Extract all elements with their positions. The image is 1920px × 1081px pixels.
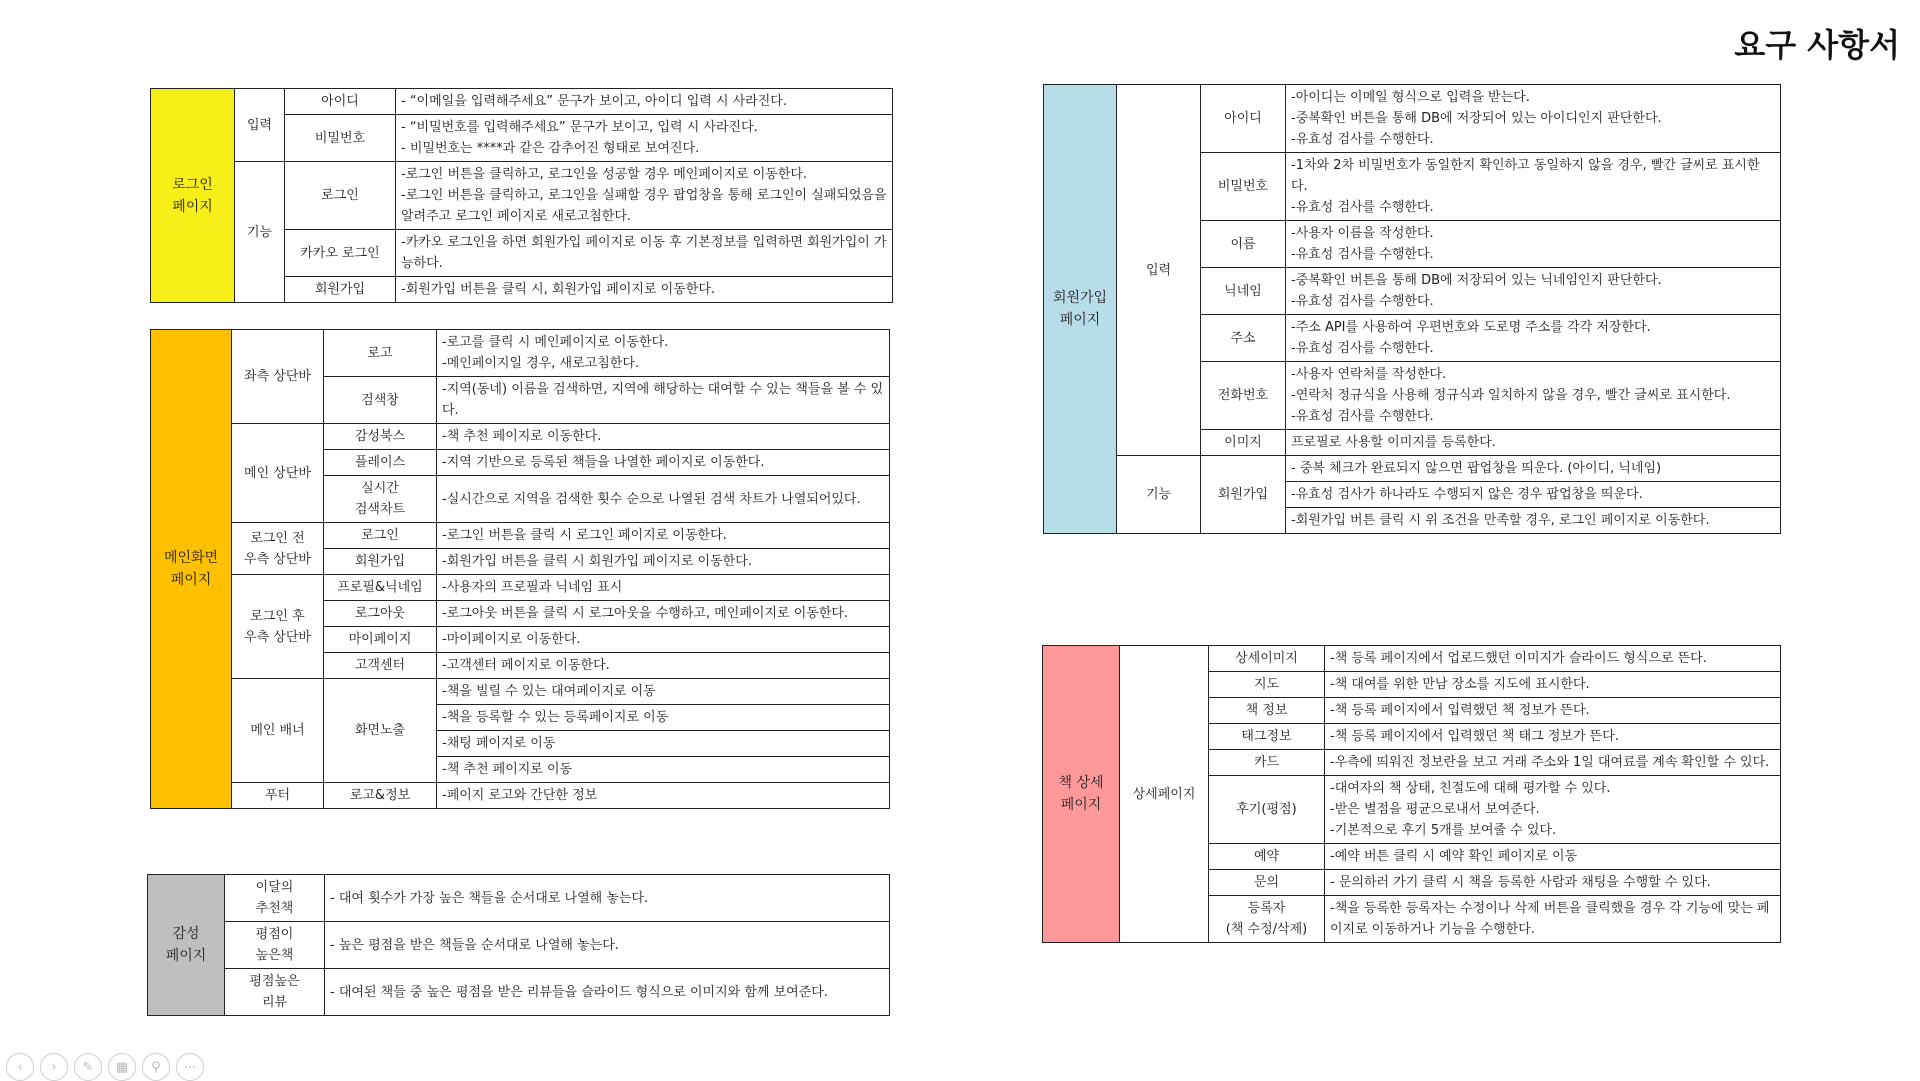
main-group-footer: 푸터 <box>232 783 324 809</box>
book-detail-page-table <box>1042 645 1781 943</box>
main-row-desc: -채팅 페이지로 이동 <box>437 731 890 757</box>
main-row-name: 플레이스 <box>324 450 437 476</box>
prev-slide-button[interactable] <box>6 1053 34 1081</box>
signup-row-desc: 프로필로 사용할 이미지를 등록한다. <box>1286 430 1781 456</box>
signup-row-desc: -유효성 검사가 하나라도 수행되지 않은 경우 팝업창을 띄운다. <box>1286 482 1781 508</box>
next-slide-button[interactable] <box>40 1053 68 1081</box>
login-row-name: 아이디 <box>285 89 396 115</box>
signup-function-group: 기능 <box>1117 456 1201 534</box>
main-row-name: 로고&정보 <box>324 783 437 809</box>
book-row-name: 등록자 (책 수정/삭제) <box>1209 896 1325 943</box>
main-row-desc: -고객센터 페이지로 이동한다. <box>437 653 890 679</box>
main-row-desc: -마이페이지로 이동한다. <box>437 627 890 653</box>
book-section-label: 책 상세 페이지 <box>1043 646 1120 943</box>
main-row-desc: -로그인 버튼을 클릭 시 로그인 페이지로 이동한다. <box>437 523 890 549</box>
login-row-name: 회원가입 <box>285 277 396 303</box>
main-row-name: 감성북스 <box>324 424 437 450</box>
main-group-left-top: 좌측 상단바 <box>232 330 324 424</box>
main-row-desc: -책 추천 페이지로 이동 <box>437 757 890 783</box>
book-row-name: 예약 <box>1209 844 1325 870</box>
main-row-desc: -책을 등록할 수 있는 등록페이지로 이동 <box>437 705 890 731</box>
more-icon: ⋯ <box>183 1059 197 1075</box>
main-section-label: 메인화면 페이지 <box>151 330 232 809</box>
signup-row-desc: -회원가입 버튼 클릭 시 위 조건을 만족할 경우, 로그인 페이지로 이동한다. <box>1286 508 1781 534</box>
signup-row-name: 비밀번호 <box>1201 153 1286 221</box>
book-row-name: 후기(평점) <box>1209 776 1325 844</box>
signup-row-name: 전화번호 <box>1201 362 1286 430</box>
main-row-name: 고객센터 <box>324 653 437 679</box>
all-slides-button[interactable] <box>108 1053 136 1081</box>
book-row-name: 지도 <box>1209 672 1325 698</box>
login-row-desc: - “이메일을 입력해주세요” 문구가 보이고, 아이디 입력 시 사라진다. <box>396 89 893 115</box>
signup-section-label: 회원가입 페이지 <box>1044 85 1117 534</box>
login-row-desc: -회원가입 버튼을 클릭 시, 회원가입 페이지로 이동한다. <box>396 277 893 303</box>
book-row-name: 상세이미지 <box>1209 646 1325 672</box>
main-row-name: 실시간 검색차트 <box>324 476 437 523</box>
main-row-desc: -사용자의 프로필과 닉네임 표시 <box>437 575 890 601</box>
book-row-desc: -책을 등록한 등록자는 수정이나 삭제 버튼을 클릭했을 경우 각 기능에 맞는 페이지로 이동하거나 기능을 수행한다. <box>1325 896 1781 943</box>
main-row-desc: -회원가입 버튼을 클릭 시 회원가입 페이지로 이동한다. <box>437 549 890 575</box>
login-row-desc: - “비밀번호를 입력해주세요” 문구가 보이고, 입력 시 사라진다. - 비밀번호는 ****과 같은 감추어진 형태로 보여진다. <box>396 115 893 162</box>
book-row-desc: -책 등록 페이지에서 입력했던 책 태그 정보가 뜬다. <box>1325 724 1781 750</box>
signup-row-desc: - 중복 체크가 완료되지 않으면 팝업창을 띄운다. (아이디, 닉네임) <box>1286 456 1781 482</box>
book-row-name: 문의 <box>1209 870 1325 896</box>
login-page-table <box>150 88 893 303</box>
login-row-desc: -카카오 로그인을 하면 회원가입 페이지로 이동 후 기본정보를 입력하면 회원가입이 가능하다. <box>396 230 893 277</box>
emotion-row-name: 평점높은 리뷰 <box>225 969 325 1016</box>
login-row-desc: -로그인 버튼을 클릭하고, 로그인을 성공할 경우 메인페이지로 이동한다. -로그인 버튼을 클릭하고, 로그인을 실패할 경우 팝업창을 통해 로그인이 실패되었음을 알려주고 로그인 페이지로 새로고침한다. <box>396 162 893 230</box>
book-row-name: 카드 <box>1209 750 1325 776</box>
main-group-right-top-after: 로그인 후 우측 상단바 <box>232 575 324 679</box>
main-row-name: 로그인 <box>324 523 437 549</box>
main-row-name: 프로필&닉네임 <box>324 575 437 601</box>
more-options-button[interactable] <box>176 1053 204 1081</box>
main-row-name: 로그아웃 <box>324 601 437 627</box>
main-row-desc: -페이지 로고와 간단한 정보 <box>437 783 890 809</box>
signup-row-desc: -사용자 연락처를 작성한다. -연락처 정규식을 사용해 정규식과 일치하지 않을 경우, 빨간 글씨로 표시한다. -유효성 검사를 수행한다. <box>1286 362 1781 430</box>
book-row-desc: - 문의하러 가기 클릭 시 책을 등록한 사람과 채팅을 수행할 수 있다. <box>1325 870 1781 896</box>
slides-icon: ▦ <box>115 1059 129 1075</box>
magnifier-icon: ⚲ <box>151 1059 161 1075</box>
signup-row-desc: -사용자 이름을 작성한다. -유효성 검사를 수행한다. <box>1286 221 1781 268</box>
emotion-section-label: 감성 페이지 <box>148 875 225 1016</box>
login-row-name: 로그인 <box>285 162 396 230</box>
main-row-desc: -실시간으로 지역을 검색한 횟수 순으로 나열된 검색 차트가 나열되어있다. <box>437 476 890 523</box>
book-row-desc: -책 대여를 위한 만남 장소를 지도에 표시한다. <box>1325 672 1781 698</box>
arrow-left-icon: ‹ <box>17 1059 23 1075</box>
signup-row-desc: -아이디는 이메일 형식으로 입력을 받는다. -중복확인 버튼을 통해 DB에 저장되어 있는 아이디인지 판단한다. -유효성 검사를 수행한다. <box>1286 85 1781 153</box>
signup-page-table <box>1043 84 1781 534</box>
book-row-desc: -우측에 띄워진 정보란을 보고 거래 주소와 1일 대여료를 계속 확인할 수 있다. <box>1325 750 1781 776</box>
emotion-row-name: 이달의 추천책 <box>225 875 325 922</box>
main-row-name: 마이페이지 <box>324 627 437 653</box>
login-row-name: 비밀번호 <box>285 115 396 162</box>
emotion-row-desc: - 대여 횟수가 가장 높은 책들을 순서대로 나열해 놓는다. <box>325 875 890 922</box>
emotion-row-name: 평점이 높은책 <box>225 922 325 969</box>
book-row-name: 태그정보 <box>1209 724 1325 750</box>
book-row-desc: -예약 버튼 클릭 시 예약 확인 페이지로 이동 <box>1325 844 1781 870</box>
pen-button[interactable] <box>74 1053 102 1081</box>
signup-row-name: 주소 <box>1201 315 1286 362</box>
login-function-group: 기능 <box>235 162 285 303</box>
main-group-right-top-before: 로그인 전 우측 상단바 <box>232 523 324 575</box>
main-row-desc: -로고를 클릭 시 메인페이지로 이동한다. -메인페이지일 경우, 새로고침한다. <box>437 330 890 377</box>
book-row-desc: -책 등록 페이지에서 입력했던 책 정보가 뜬다. <box>1325 698 1781 724</box>
main-row-desc: -지역 기반으로 등록된 책들을 나열한 페이지로 이동한다. <box>437 450 890 476</box>
signup-row-desc: -1차와 2차 비밀번호가 동일한지 확인하고 동일하지 않을 경우, 빨간 글씨로 표시한다. -유효성 검사를 수행한다. <box>1286 153 1781 221</box>
signup-row-desc: -중복확인 버튼을 통해 DB에 저장되어 있는 닉네임인지 판단한다. -유효성 검사를 수행한다. <box>1286 268 1781 315</box>
main-row-desc: -책 추천 페이지로 이동한다. <box>437 424 890 450</box>
main-row-desc: -로그아웃 버튼을 클릭 시 로그아웃을 수행하고, 메인페이지로 이동한다. <box>437 601 890 627</box>
main-group-main-top: 메인 상단바 <box>232 424 324 523</box>
main-row-name: 로고 <box>324 330 437 377</box>
emotion-page-table <box>147 874 890 1016</box>
signup-row-name: 회원가입 <box>1201 456 1286 534</box>
signup-row-name: 아이디 <box>1201 85 1286 153</box>
signup-row-name: 닉네임 <box>1201 268 1286 315</box>
book-row-desc: -책 등록 페이지에서 업로드했던 이미지가 슬라이드 형식으로 뜬다. <box>1325 646 1781 672</box>
emotion-row-desc: - 높은 평점을 받은 책들을 순서대로 나열해 놓는다. <box>325 922 890 969</box>
page-title: 요구 사항서 <box>1734 26 1900 64</box>
signup-input-group: 입력 <box>1117 85 1201 456</box>
main-row-name: 검색창 <box>324 377 437 424</box>
main-row-name: 회원가입 <box>324 549 437 575</box>
main-row-name: 화면노출 <box>324 679 437 783</box>
zoom-button[interactable] <box>142 1053 170 1081</box>
book-row-name: 책 정보 <box>1209 698 1325 724</box>
emotion-row-desc: - 대여된 책들 중 높은 평점을 받은 리뷰들을 슬라이드 형식으로 이미지와 함께 보여준다. <box>325 969 890 1016</box>
signup-row-name: 이름 <box>1201 221 1286 268</box>
main-page-table <box>150 329 890 809</box>
login-row-name: 카카오 로그인 <box>285 230 396 277</box>
pen-icon: ✎ <box>82 1059 94 1075</box>
book-row-desc: -대여자의 책 상태, 친절도에 대해 평가할 수 있다. -받은 별점을 평균으로내서 보여준다. -기본적으로 후기 5개를 보여줄 수 있다. <box>1325 776 1781 844</box>
main-group-banner: 메인 배너 <box>232 679 324 783</box>
main-row-desc: -지역(동네) 이름을 검색하면, 지역에 해당하는 대여할 수 있는 책들을 볼 수 있다. <box>437 377 890 424</box>
signup-row-name: 이미지 <box>1201 430 1286 456</box>
slideshow-toolbar <box>6 1053 204 1081</box>
arrow-right-icon: › <box>51 1059 57 1075</box>
signup-row-desc: -주소 API를 사용하여 우편번호와 도로명 주소를 각각 저장한다. -유효성 검사를 수행한다. <box>1286 315 1781 362</box>
login-section-label: 로그인 페이지 <box>151 89 235 303</box>
login-input-group: 입력 <box>235 89 285 162</box>
main-row-desc: -책을 빌릴 수 있는 대여페이지로 이동 <box>437 679 890 705</box>
book-detail-group: 상세페이지 <box>1120 646 1209 943</box>
